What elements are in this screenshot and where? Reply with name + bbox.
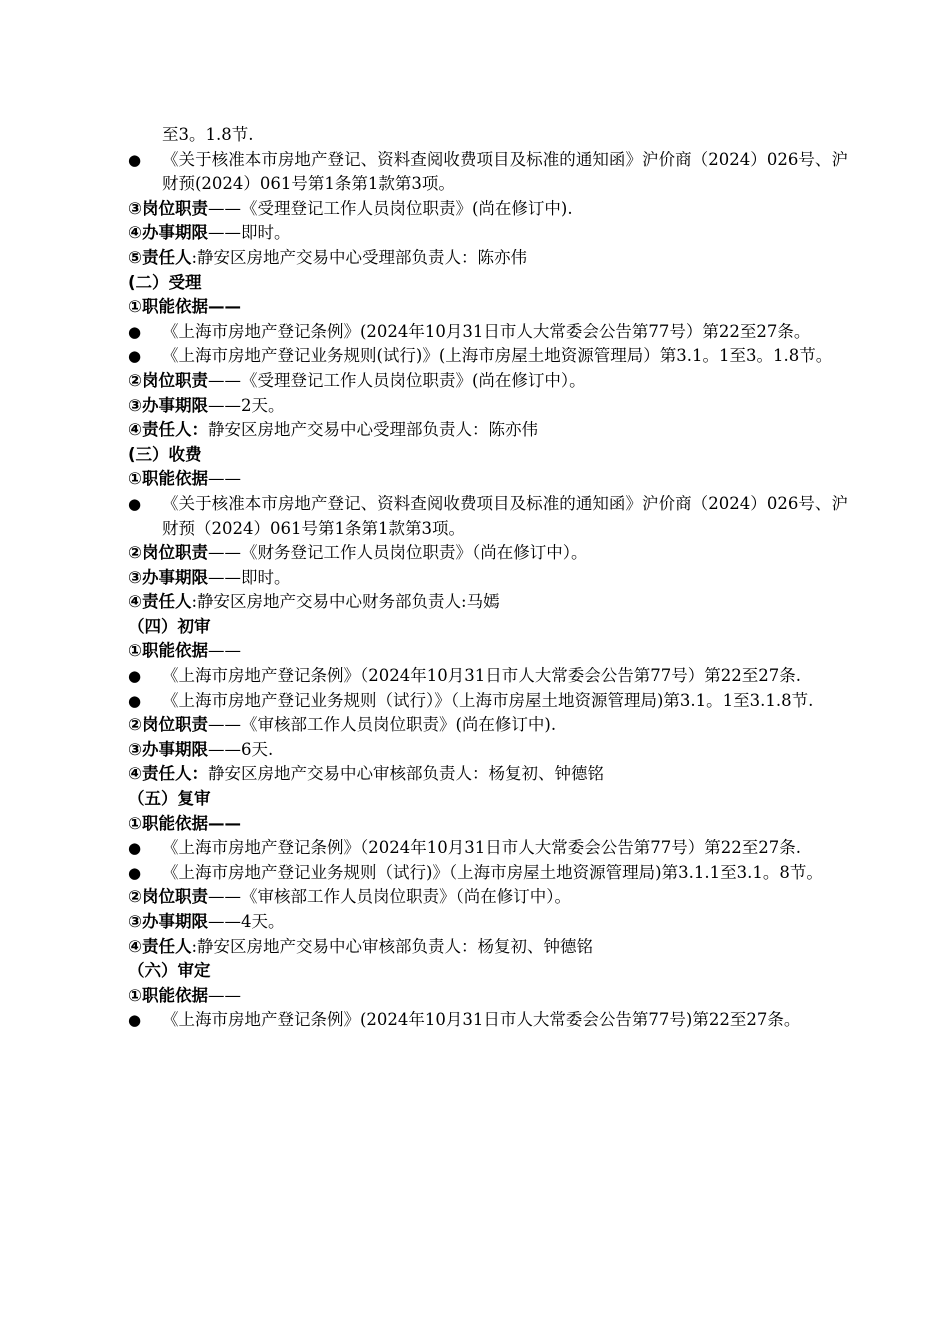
field-line — [128, 713, 848, 738]
field-value: 静安区房地产交易中心受理部负责人：陈亦伟 — [207, 420, 538, 440]
field-line — [128, 197, 848, 222]
field-label: ①职能依据 — [128, 641, 208, 661]
field-value: ——《受理登记工作人员岗位职责》(尚在修订中）。 — [207, 370, 586, 390]
document-body — [128, 123, 848, 1033]
bullet-text: 《关于核准本市房地产登记、资料查阅收费项目及标准的通知函》沪价商（2024）026号、沪财预(2024）061号第1条第1款第3项。 — [162, 149, 848, 194]
field-label: ④责任人 — [128, 592, 192, 612]
field-value: 静安区房地产交易中心审核部负责人：杨复初、钟德铭 — [207, 764, 604, 784]
field-line — [128, 984, 848, 1009]
bullet-item — [128, 1008, 848, 1033]
field-label: ④责任人 — [128, 936, 192, 956]
field-label: ①职能依据—— — [128, 813, 241, 833]
field-value: ——《审核部工作人员岗位职责》（尚在修订中）。 — [207, 887, 571, 907]
field-value: —— — [207, 469, 241, 489]
field-line — [128, 762, 848, 787]
bullet-item — [128, 344, 848, 369]
bullet-icon: ● — [128, 322, 142, 341]
field-label: ②岗位职责 — [128, 715, 208, 735]
bullet-item — [128, 861, 848, 886]
field-line — [128, 418, 848, 443]
field-label: ③办事期限 — [128, 912, 208, 931]
field-value: ——《财务登记工作人员岗位职责》（尚在修订中）。 — [207, 543, 588, 563]
field-label: ②岗位职责 — [128, 543, 208, 563]
field-value: :静安区房地产交易中心财务部负责人:马嫣 — [191, 592, 500, 612]
bullet-icon: ● — [128, 494, 142, 513]
field-line — [128, 566, 848, 591]
bullet-item — [128, 492, 848, 541]
field-line — [128, 935, 848, 960]
field-value: —— — [207, 641, 241, 661]
field-label: ③岗位职责 — [128, 198, 208, 218]
field-line — [128, 246, 848, 271]
field-value: ——《受理登记工作人员岗位职责》(尚在修订中). — [207, 198, 573, 218]
bullet-text: 《上海市房地产登记业务规则(试行)》(上海市房屋土地资源管理局）第3.1。1至3。1.8节。 — [162, 346, 833, 366]
field-value: ——6天. — [207, 739, 274, 759]
bullet-icon: ● — [128, 839, 142, 858]
bullet-text: 《关于核准本市房地产登记、资料查阅收费项目及标准的通知函》沪价商（2024）026号、沪财预（2024）061号第1条第1款第3项。 — [162, 493, 848, 538]
field-label: ④责任人： — [128, 420, 208, 440]
section-heading: （四）初审 — [128, 616, 211, 636]
bullet-icon: ● — [128, 347, 142, 366]
field-label: ④办事期限 — [128, 223, 208, 243]
bullet-item — [128, 148, 848, 197]
bullet-text: 《上海市房地产登记业务规则（试行)》（上海市房屋土地资源管理局)第3.1.1至3.1。8节。 — [162, 862, 823, 882]
field-label: ②岗位职责 — [128, 887, 208, 907]
field-line — [128, 885, 848, 910]
section-heading: （六）审定 — [128, 961, 211, 981]
bullet-icon: ● — [128, 863, 142, 882]
field-line — [128, 394, 848, 419]
field-label: ①职能依据 — [128, 985, 208, 1005]
bullet-text: 《上海市房地产登记条例》(2024年10月31日市人大常委会公告第77号）第22至27条。 — [162, 321, 811, 341]
section-heading: (三）收费 — [128, 444, 202, 464]
field-label: ①职能依据 — [128, 469, 208, 489]
field-label: ①职能依据—— — [128, 297, 241, 317]
field-value: :静安区房地产交易中心受理部负责人：陈亦伟 — [191, 247, 528, 267]
bullet-item — [128, 664, 848, 689]
field-line — [128, 590, 848, 615]
field-line — [128, 541, 848, 566]
bullet-text: 《上海市房地产登记业务规则（试行）》（上海市房屋土地资源管理局)第3.1。1至3.1.8节. — [162, 690, 814, 710]
section-heading: (二）受理 — [128, 272, 202, 292]
bullet-text: 《上海市房地产登记条例》（2024年10月31日市人大常委会公告第77号）第22至27条. — [162, 666, 801, 686]
field-line — [128, 295, 848, 320]
field-value: ——即时。 — [207, 223, 291, 243]
bullet-item — [128, 689, 848, 714]
field-line — [128, 639, 848, 664]
field-value: :静安区房地产交易中心审核部负责人：杨复初、钟德铭 — [191, 936, 594, 956]
bullet-text: 《上海市房地产登记条例》（2024年10月31日市人大常委会公告第77号）第22至27条. — [162, 838, 801, 858]
field-label: ③办事期限 — [128, 567, 208, 587]
bullet-icon: ● — [128, 150, 142, 169]
bullet-item — [128, 320, 848, 345]
continuation-line: 至3。1.8节. — [162, 125, 254, 144]
field-value: ——4天。 — [207, 912, 285, 931]
field-label: ③办事期限 — [128, 739, 208, 759]
field-line — [128, 910, 848, 935]
bullet-icon: ● — [128, 691, 142, 710]
section-heading: （五）复审 — [128, 789, 211, 809]
field-line — [128, 812, 848, 837]
field-label: ②岗位职责 — [128, 370, 208, 390]
field-line — [128, 467, 848, 492]
bullet-icon: ● — [128, 667, 142, 686]
bullet-item — [128, 836, 848, 861]
field-label: ④责任人： — [128, 764, 208, 784]
field-label: ③办事期限 — [128, 395, 208, 415]
field-line — [128, 221, 848, 246]
field-value: ——即时。 — [207, 567, 291, 587]
field-value: ——《审核部工作人员岗位职责》(尚在修订中). — [207, 715, 557, 735]
field-line — [128, 738, 848, 763]
field-line — [128, 369, 848, 394]
field-value: —— — [207, 985, 241, 1005]
field-value: ——2天。 — [207, 395, 285, 415]
field-label: ⑤责任人 — [128, 247, 192, 267]
bullet-text: 《上海市房地产登记条例》(2024年10月31日市人大常委会公告第77号)第22至27条。 — [162, 1010, 801, 1030]
bullet-icon: ● — [128, 1011, 142, 1030]
